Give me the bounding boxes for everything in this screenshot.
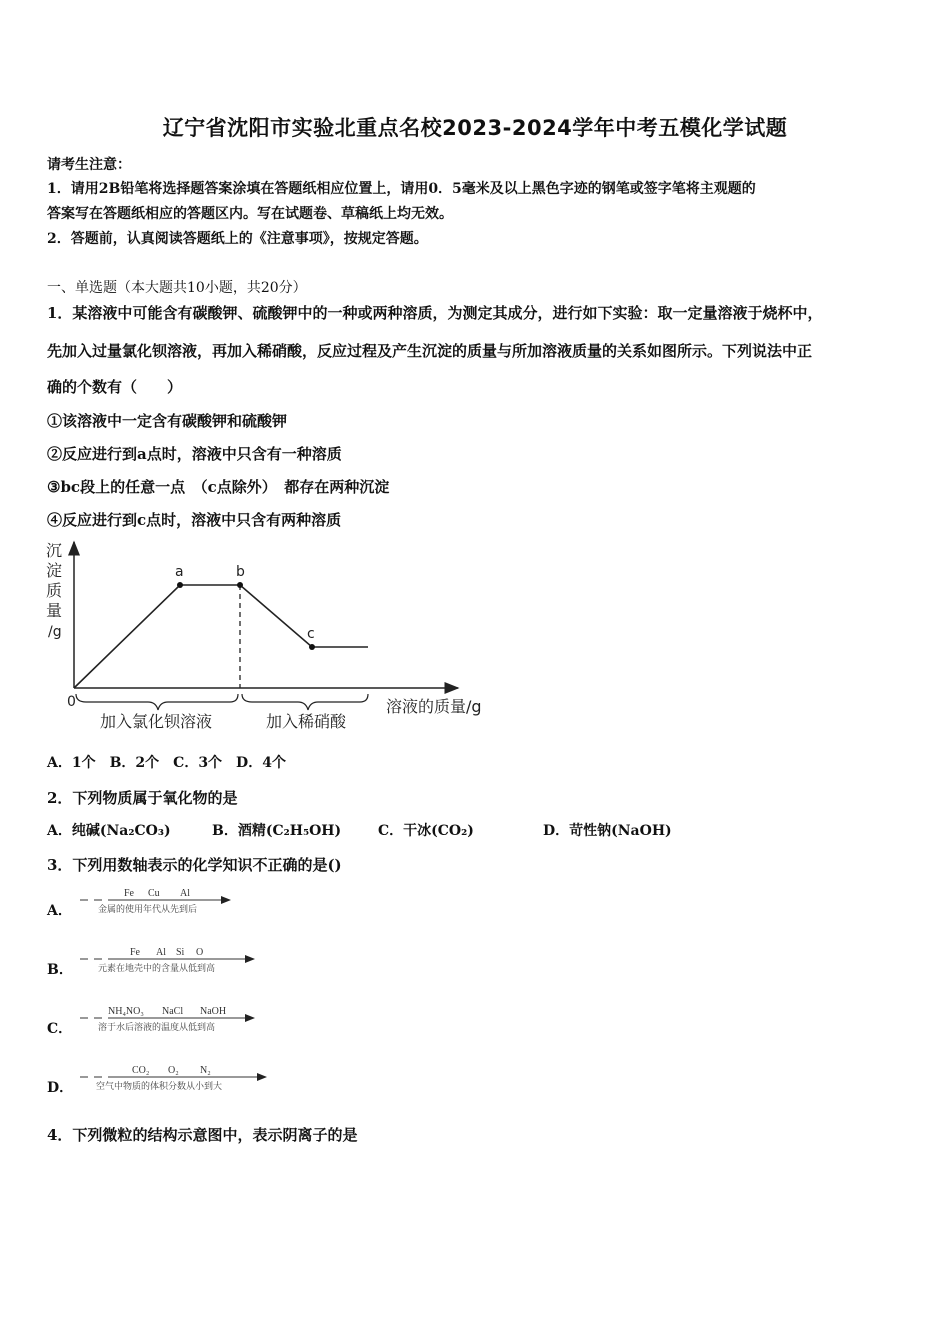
precipitate-curve [74, 585, 368, 688]
notice-line-1a: 1．请用2B铅笔将选择题答案涂填在答题纸相应位置上，请用0．5毫米及以上黑色字迹的钢笔或签字笔将主观题的 [47, 181, 756, 197]
q2-option-b: B．酒精(C₂H₅OH) [212, 823, 342, 839]
q1-statement-4: ④反应进行到c点时，溶液中只含有两种溶质 [47, 511, 342, 529]
q4-stem: 4．下列微粒的结构示意图中，表示阴离子的是 [47, 1126, 358, 1144]
q2-option-a: A．纯碱(Na₂CO₃) [47, 823, 171, 839]
axis-b-caption: 元素在地壳中的含量从低到高 [98, 964, 216, 974]
q1-stem-line-2: 先加入过量氯化钡溶液，再加入稀硝酸，反应过程及产生沉淀的质量与所加溶液质量的关系如图所示。下列说法中正 [47, 342, 813, 360]
q3-option-d-axis [78, 1061, 278, 1095]
q3-option-c-axis [78, 1002, 268, 1036]
q1-precipitate-graph [40, 536, 500, 736]
q1-options: A．1个 B．2个 C．3个 D．4个 [47, 755, 286, 771]
q1-statement-3: ③bc段上的任意一点 （c点除外） 都存在两种沉淀 [47, 478, 390, 496]
y-label-3: 质 [46, 581, 63, 600]
notice-line-1b: 答案写在答题纸相应的答题区内。写在试题卷、草稿纸上均无效。 [47, 206, 453, 222]
axis-c-caption: 溶于水后溶液的温度从低到高 [98, 1023, 216, 1033]
axis-a-caption: 金属的使用年代从先到后 [98, 905, 198, 915]
axis-d-item-3: N₂ [200, 1065, 211, 1076]
section-heading: 一、单选题（本大题共10小题，共20分） [47, 280, 307, 296]
point-c [309, 644, 315, 650]
axis-b-item-2: Al [156, 947, 166, 958]
axis-d-item-2: O₂ [168, 1065, 179, 1076]
q3-option-a-letter: A． [47, 903, 72, 919]
q1-stem-line-1: 1．某溶液中可能含有碳酸钾、硫酸钾中的一种或两种溶质，为测定其成分，进行如下实验：取一定量溶液于烧杯中， [47, 304, 823, 322]
notice-line-2: 2．答题前，认真阅读答题纸上的《注意事项》，按规定答题。 [47, 231, 428, 247]
point-b [237, 582, 243, 588]
point-a [177, 582, 183, 588]
y-label-unit: /g [48, 624, 62, 640]
point-c-label: c [307, 626, 315, 642]
q1-stem-line-3: 确的个数有（ ） [47, 378, 183, 396]
axis-b-item-4: O [196, 947, 204, 958]
point-a-label: a [175, 564, 184, 580]
axis-a-item-3: Al [180, 888, 190, 899]
axis-b-item-1: Fe [130, 947, 140, 958]
q3-option-a-axis [78, 884, 258, 918]
brace-bacl2 [76, 694, 238, 710]
axis-c-item-3: NaOH [200, 1006, 227, 1017]
q3-option-d-letter: D． [47, 1080, 74, 1096]
q3-option-b-axis [78, 943, 268, 977]
origin-label: 0 [67, 694, 76, 710]
y-label-1: 沉 [46, 541, 63, 560]
x-axis-label: 溶液的质量/g [386, 697, 482, 716]
page-title: 辽宁省沈阳市实验北重点名校2023-2024学年中考五模化学试题 [162, 116, 788, 140]
q1-statement-1: ①该溶液中一定含有碳酸钾和硫酸钾 [47, 412, 288, 430]
axis-a-item-1: Fe [124, 888, 134, 899]
q2-option-c: C．干冰(CO₂) [378, 823, 474, 839]
y-label-4: 量 [46, 601, 63, 620]
axis-d-item-1: CO₂ [132, 1065, 150, 1076]
q3-option-b-letter: B． [47, 962, 73, 978]
q1-statement-2: ②反应进行到a点时，溶液中只含有一种溶质 [47, 445, 342, 463]
axis-b-item-3: Si [176, 947, 185, 958]
q2-option-d: D．苛性钠(NaOH) [543, 823, 672, 839]
axis-c-item-2: NaCl [162, 1006, 184, 1017]
brace-label-2: 加入稀硝酸 [266, 712, 347, 731]
y-label-2: 淀 [46, 561, 63, 580]
brace-hno3 [242, 694, 368, 710]
axis-d-caption: 空气中物质的体积分数从小到大 [96, 1082, 223, 1092]
q3-stem: 3．下列用数轴表示的化学知识不正确的是() [47, 856, 342, 874]
axis-a-item-2: Cu [148, 888, 160, 899]
brace-label-1: 加入氯化钡溶液 [100, 712, 213, 731]
q3-option-c-letter: C． [47, 1021, 73, 1037]
axis-c-item-1: NH₄NO₃ [108, 1006, 144, 1017]
notice-heading: 请考生注意： [47, 157, 131, 173]
q2-stem: 2．下列物质属于氧化物的是 [47, 789, 238, 807]
point-b-label: b [236, 564, 245, 580]
